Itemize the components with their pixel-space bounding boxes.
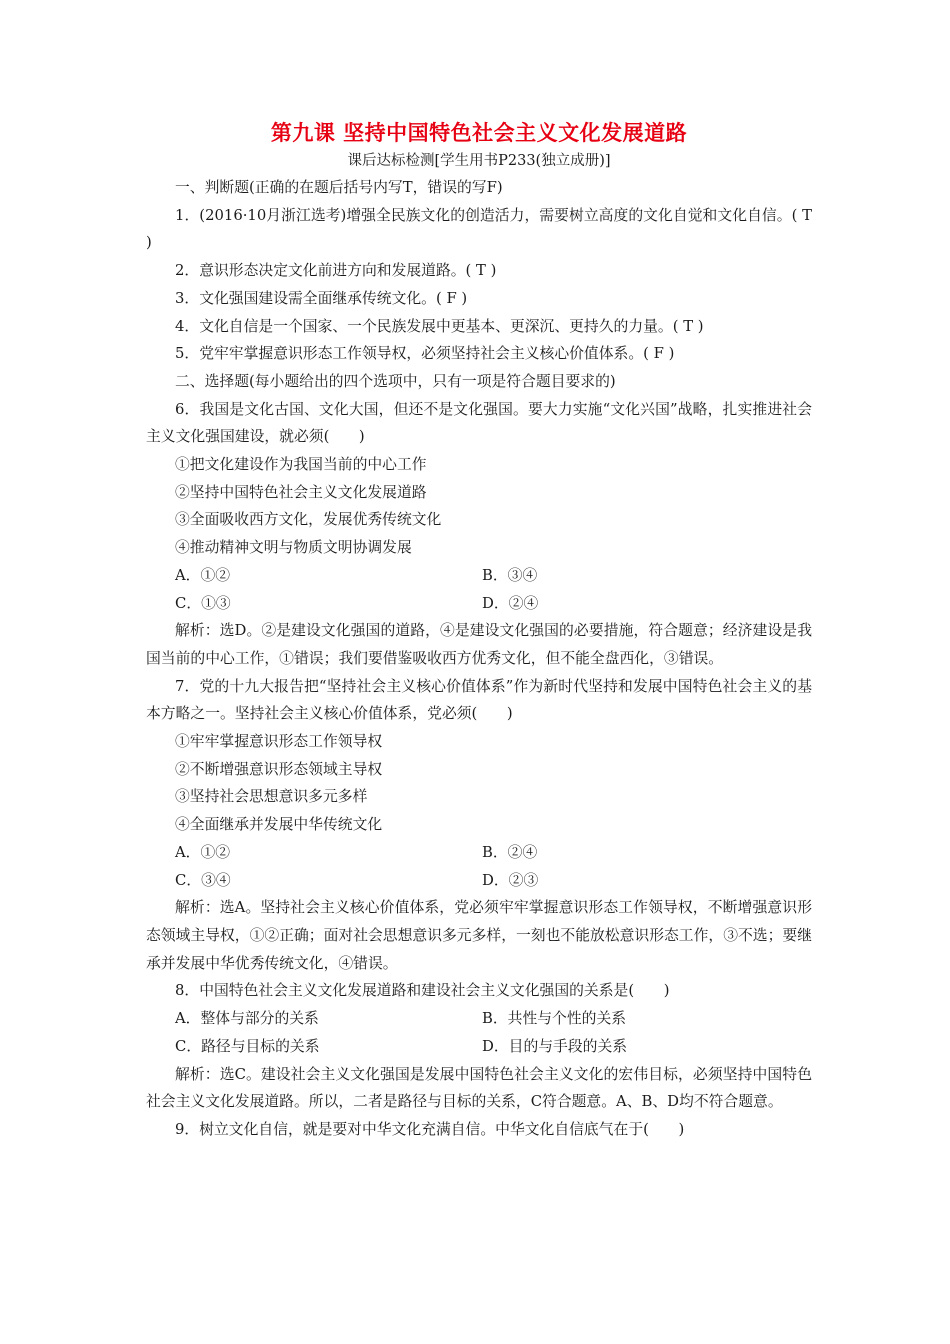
question-7-options-row-2 [146, 867, 812, 895]
judge-item-5: 5．党牢牢掌握意识形态工作领导权，必须坚持社会主义核心价值体系。( F ) [175, 345, 675, 363]
question-6-options-row-2 [146, 590, 812, 618]
question-8-options-row-2 [146, 1033, 812, 1061]
judge-item-2: 2．意识形态决定文化前进方向和发展道路。( T ) [175, 262, 497, 280]
question-6-options-row-1 [146, 562, 812, 590]
question-8-stem: 8．中国特色社会主义文化发展道路和建设社会主义文化强国的关系是( ) [175, 982, 670, 1000]
question-8-options-row-1 [146, 1005, 812, 1033]
section-heading-choice: 二、选择题(每小题给出的四个选项中，只有一项是符合题目要求的) [175, 372, 616, 390]
option-c: C．路径与目标的关系 [175, 1037, 320, 1055]
option-c: C．①③ [175, 594, 231, 612]
judge-item-4: 4．文化自信是一个国家、一个民族发展中更基本、更深沉、更持久的力量。( T ) [175, 317, 704, 335]
option-a: A．①② [175, 843, 231, 861]
judge-item-3: 3．文化强国建设需全面继承传统文化。( F ) [175, 289, 468, 307]
question-7-item-1: ①牢牢掌握意识形态工作领导权 [175, 733, 383, 751]
option-a: A．①② [175, 566, 231, 584]
option-b: B．③④ [482, 566, 538, 584]
question-7-analysis: 解析：选A。坚持社会主义核心价值体系，党必须牢牢掌握意识形态工作领导权，不断增强意识形态领域主导权，①②正确；面对社会思想意识多元多样，一刻也不能放松意识形态工作，③不选；要继承并发展中华优秀传统文化，④错误。 [146, 899, 812, 972]
question-6-item-3: ③全面吸收西方文化，发展优秀传统文化 [175, 511, 442, 529]
document-page [146, 118, 812, 1144]
question-7-item-3: ③坚持社会思想意识多元多样 [175, 788, 368, 806]
section-heading-judge: 一、判断题(正确的在题后括号内写T，错误的写F) [175, 179, 503, 196]
option-b: B．②④ [482, 843, 538, 861]
question-6-analysis: 解析：选D。②是建设文化强国的道路，④是建设文化强国的必要措施，符合题意；经济建设是我国当前的中心工作，①错误；我们要借鉴吸收西方优秀文化，但不能全盘西化，③错误。 [146, 622, 812, 667]
question-8-analysis: 解析：选C。建设社会主义文化强国是发展中国特色社会主义文化的宏伟目标，必须坚持中国特色社会主义文化发展道路。所以，二者是路径与目标的关系，C符合题意。A、B、D均不符合题意。 [146, 1065, 812, 1111]
page-subtitle: 课后达标检测[学生用书P233(独立成册)] [347, 153, 611, 169]
question-7-item-2: ②不断增强意识形态领域主导权 [175, 760, 383, 778]
option-d: D．目的与手段的关系 [482, 1037, 628, 1055]
judge-item-1: 1．(2016·10月浙江选考)增强全民族文化的创造活力，需要树立高度的文化自觉和文化自信。( T ) [146, 206, 812, 252]
question-6-item-4: ④推动精神文明与物质文明协调发展 [175, 539, 412, 557]
question-7-options-row-1 [146, 839, 812, 867]
question-6-item-2: ②坚持中国特色社会主义文化发展道路 [175, 483, 427, 501]
question-7-stem: 7．党的十九大报告把“坚持社会主义核心价值体系”作为新时代坚持和发展中国特色社会主义的基本方略之一。坚持社会主义核心价值体系，党必须( ) [146, 677, 812, 723]
option-a: A．整体与部分的关系 [175, 1010, 319, 1028]
question-9-stem: 9．树立文化自信，就是要对中华文化充满自信。中华文化自信底气在于( ) [175, 1120, 685, 1138]
question-7-item-4: ④全面继承并发展中华传统文化 [175, 816, 383, 834]
option-d: D．②③ [482, 871, 539, 889]
option-b: B．共性与个性的关系 [482, 1010, 627, 1028]
question-6-item-1: ①把文化建设作为我国当前的中心工作 [175, 456, 427, 474]
page-title: 第九课 坚持中国特色社会主义文化发展道路 [270, 121, 688, 145]
option-c: C．③④ [175, 871, 231, 889]
question-6-stem: 6．我国是文化古国、文化大国，但还不是文化强国。要大力实施“文化兴国”战略，扎实推进社会主义文化强国建设，就必须( ) [146, 400, 812, 446]
option-d: D．②④ [482, 594, 539, 612]
